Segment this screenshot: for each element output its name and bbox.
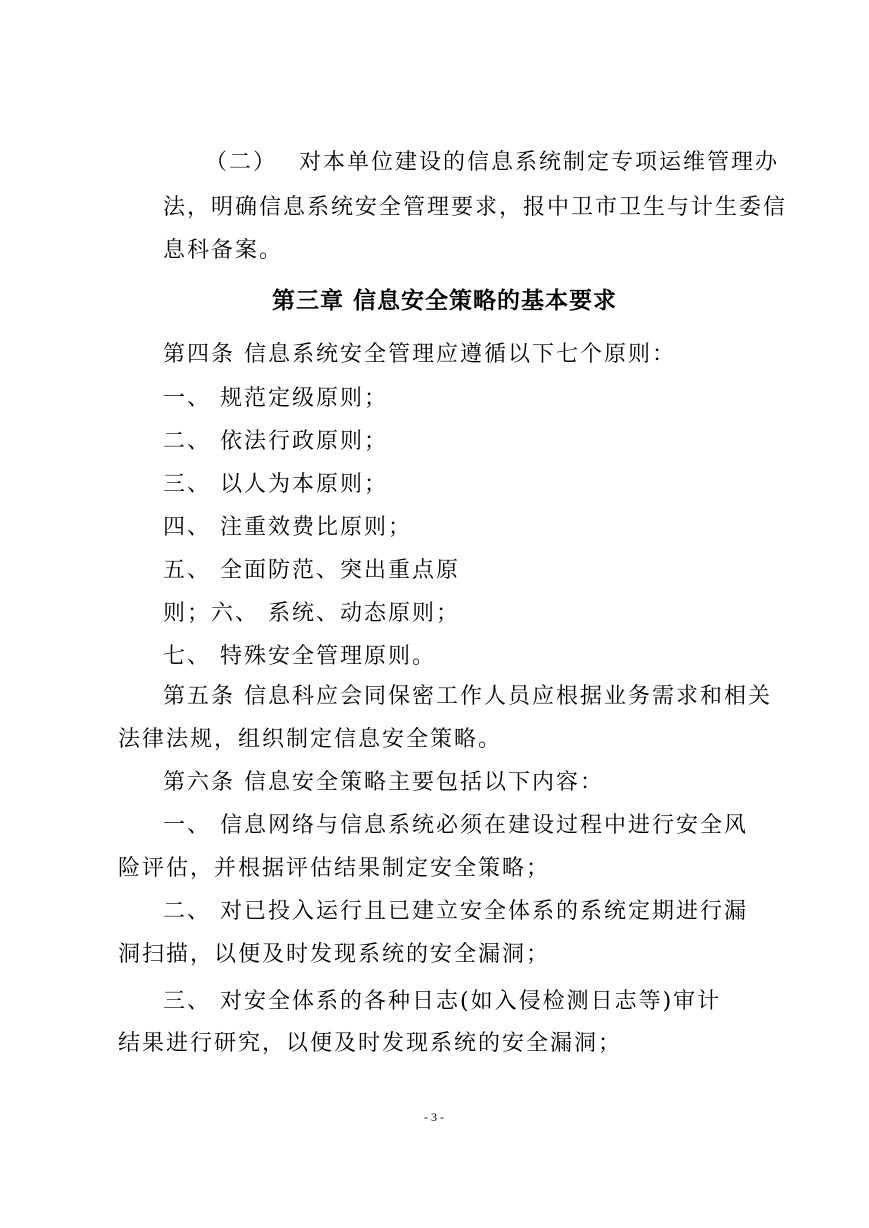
article-6-item-2-line-1: 二、 对已投入运行且已建立安全体系的系统定期进行漏 [163, 899, 748, 924]
paragraph-2-line-1: （二） 对本单位建设的信息系统制定专项运维管理办 [205, 150, 779, 175]
article-6-item-3-line-1: 三、 对安全体系的各种日志(如入侵检测日志等)审计 [163, 989, 722, 1014]
chapter-heading: 第三章 信息安全策略的基本要求 [272, 288, 618, 314]
article-6-item-2-line-2: 洞扫描，以便及时发现系统的安全漏洞； [118, 942, 551, 967]
article-5-line-1: 第五条 信息科应会同保密工作人员应根据业务需求和相关 [163, 684, 772, 709]
paragraph-2-line-3: 息科备案。 [163, 238, 284, 263]
paragraph-2-line-2: 法，明确信息系统安全管理要求，报中卫市卫生与计生委信 [163, 195, 788, 220]
page-number: - 3 - [424, 1110, 444, 1124]
article-4-item-4: 四、 注重效费比原则； [163, 515, 412, 540]
article-6-title: 第六条 信息安全策略主要包括以下内容： [163, 770, 604, 795]
article-4-item-3: 三、 以人为本原则； [163, 472, 388, 497]
article-4-item-5: 五、 全面防范、突出重点原 [163, 558, 460, 583]
article-4-item-7: 七、 特殊安全管理原则。 [163, 644, 436, 669]
article-4-item-1: 一、 规范定级原则； [163, 386, 388, 411]
article-5-line-2: 法律法规，组织制定信息安全策略。 [118, 727, 503, 752]
article-4-item-2: 二、 依法行政原则； [163, 429, 388, 454]
article-4-item-6: 则；六、 系统、动态原则； [163, 601, 460, 626]
article-4-title: 第四条 信息系统安全管理应遵循以下七个原则： [163, 342, 676, 367]
article-6-item-3-line-2: 结果进行研究，以便及时发现系统的安全漏洞； [118, 1031, 623, 1056]
article-6-item-1-line-2: 险评估，并根据评估结果制定安全策略； [118, 856, 551, 881]
article-6-item-1-line-1: 一、 信息网络与信息系统必须在建设过程中进行安全风 [163, 813, 748, 838]
